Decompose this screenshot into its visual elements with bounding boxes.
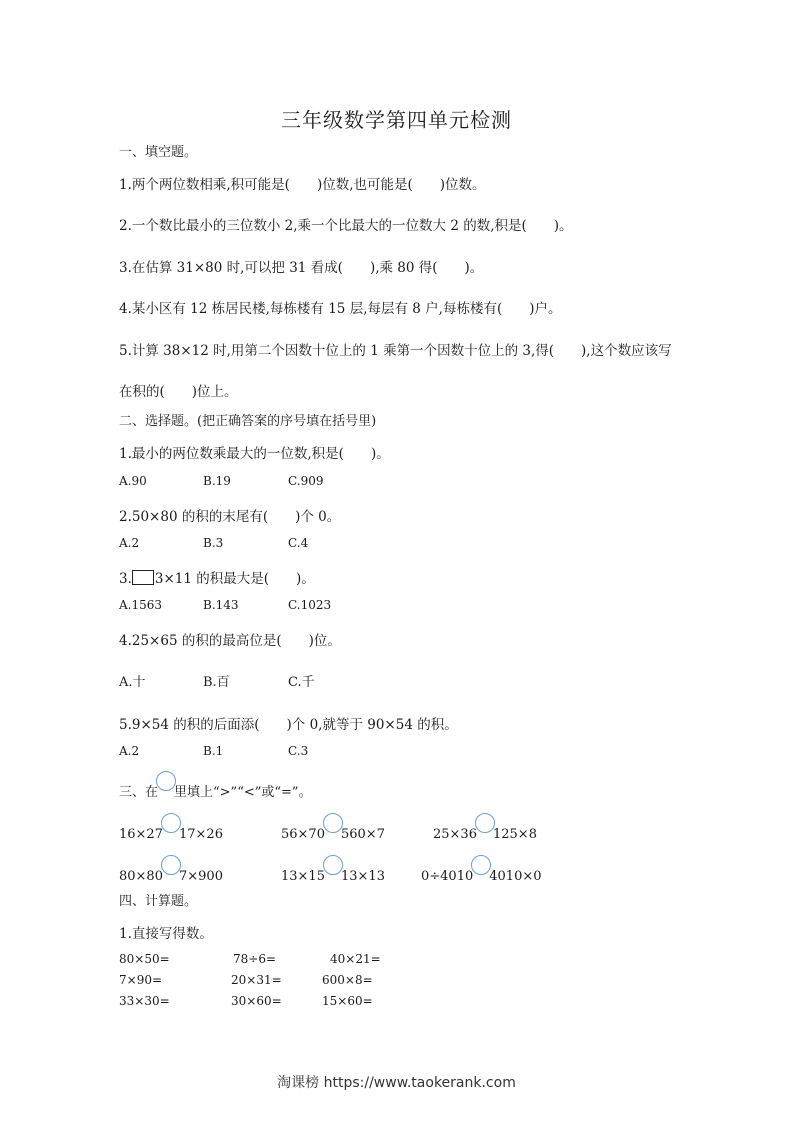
circle-icon: [156, 771, 176, 791]
option-b: B.19: [203, 474, 231, 488]
option-a: A.十: [119, 675, 146, 690]
choice-options-4: [119, 671, 315, 690]
section3-heading: [119, 777, 312, 800]
choice-question-1: 1.最小的两位数乘最大的一位数,积是( )。: [119, 446, 390, 462]
choice-options-5: [119, 744, 308, 758]
fill-question-5-line2: 在积的( )位上。: [119, 384, 238, 400]
compare-left: 13×15: [281, 869, 325, 884]
calc-item: 78÷6=: [233, 952, 277, 966]
calc-item: 7×90=: [119, 973, 163, 987]
compare-item: [421, 861, 542, 884]
choice-question-5: 5.9×54 的积的后面添( )个 0,就等于 90×54 的积。: [119, 717, 458, 733]
calc-item: 80×50=: [119, 952, 170, 966]
calc-item: 33×30=: [119, 994, 170, 1008]
choice-question-3: [119, 567, 315, 587]
compare-item: [119, 819, 223, 842]
option-a: A.2: [119, 744, 140, 758]
option-c: C.3: [288, 744, 309, 758]
choice-question-4: 4.25×65 的积的最高位是( )位。: [119, 633, 341, 649]
calc-subheading: 1.直接写得数。: [119, 926, 213, 942]
calc-item: 20×31=: [231, 973, 282, 987]
compare-left: 0÷4010: [421, 869, 474, 884]
compare-item: [119, 861, 223, 884]
compare-item: [281, 819, 385, 842]
footer-watermark[interactable]: 淘课榜 https://www.taokerank.com: [277, 1075, 516, 1091]
choice-options-1: [119, 474, 323, 488]
fill-question-2: 2.一个数比最小的三位数小 2,乘一个比最大的一位数大 2 的数,积是( )。: [119, 218, 573, 234]
option-a: A.90: [119, 474, 147, 488]
option-b: B.1: [203, 744, 224, 758]
option-c: C.4: [288, 536, 309, 550]
option-c: C.909: [288, 474, 324, 488]
choice-options-2: [119, 536, 308, 550]
compare-item: [433, 819, 537, 842]
choice-question-2: 2.50×80 的积的末尾有( )个 0。: [119, 509, 341, 525]
page-title: 三年级数学第四单元检测: [281, 108, 512, 132]
question-number: 3.: [119, 571, 132, 587]
fill-question-3: 3.在估算 31×80 时,可以把 31 看成( ),乘 80 得( )。: [119, 260, 484, 276]
answer-circle[interactable]: [161, 855, 181, 875]
option-c: C.千: [288, 675, 315, 690]
compare-right: 560×7: [340, 827, 385, 842]
question-text: 3×11 的积最大是( )。: [154, 571, 315, 587]
option-b: B.百: [203, 675, 230, 690]
option-c: C.1023: [288, 598, 332, 612]
compare-right: 13×13: [340, 869, 385, 884]
heading-suffix: 里填上“>”“<”或“=”。: [174, 785, 312, 800]
option-b: B.143: [203, 598, 239, 612]
choice-options-3: [119, 598, 331, 612]
option-b: B.3: [203, 536, 224, 550]
section4-heading: 四、计算题。: [119, 894, 198, 909]
compare-left: 25×36: [433, 827, 477, 842]
calc-item: 15×60=: [322, 994, 373, 1008]
option-a: A.2: [119, 536, 140, 550]
compare-left: 16×27: [119, 827, 163, 842]
answer-circle[interactable]: [475, 813, 495, 833]
blank-box: [132, 570, 154, 585]
option-a: A.1563: [119, 598, 163, 612]
section2-heading: 二、选择题。(把正确答案的序号填在括号里): [119, 414, 377, 429]
calc-item: 30×60=: [231, 994, 282, 1008]
heading-prefix: 三、在: [119, 785, 159, 800]
fill-question-5-line1: 5.计算 38×12 时,用第二个因数十位上的 1 乘第一个因数十位上的 3,得( ),这个数应该写: [119, 343, 672, 359]
fill-question-4: 4.某小区有 12 栋居民楼,每栋楼有 15 层,每层有 8 户,每栋楼有( )户。: [119, 301, 562, 317]
compare-left: 56×70: [281, 827, 325, 842]
calc-item: 600×8=: [322, 973, 373, 987]
answer-circle[interactable]: [323, 813, 343, 833]
answer-circle[interactable]: [323, 855, 343, 875]
compare-item: [281, 861, 385, 884]
calc-item: 40×21=: [330, 952, 381, 966]
compare-right: 17×26: [178, 827, 223, 842]
section1-heading: 一、填空题。: [119, 145, 198, 160]
compare-left: 80×80: [119, 869, 163, 884]
compare-right: 7×900: [178, 869, 223, 884]
fill-question-1: 1.两个两位数相乘,积可能是( )位数,也可能是( )位数。: [119, 177, 486, 193]
compare-right: 125×8: [492, 827, 537, 842]
answer-circle[interactable]: [161, 813, 181, 833]
compare-right: 4010×0: [489, 869, 542, 884]
